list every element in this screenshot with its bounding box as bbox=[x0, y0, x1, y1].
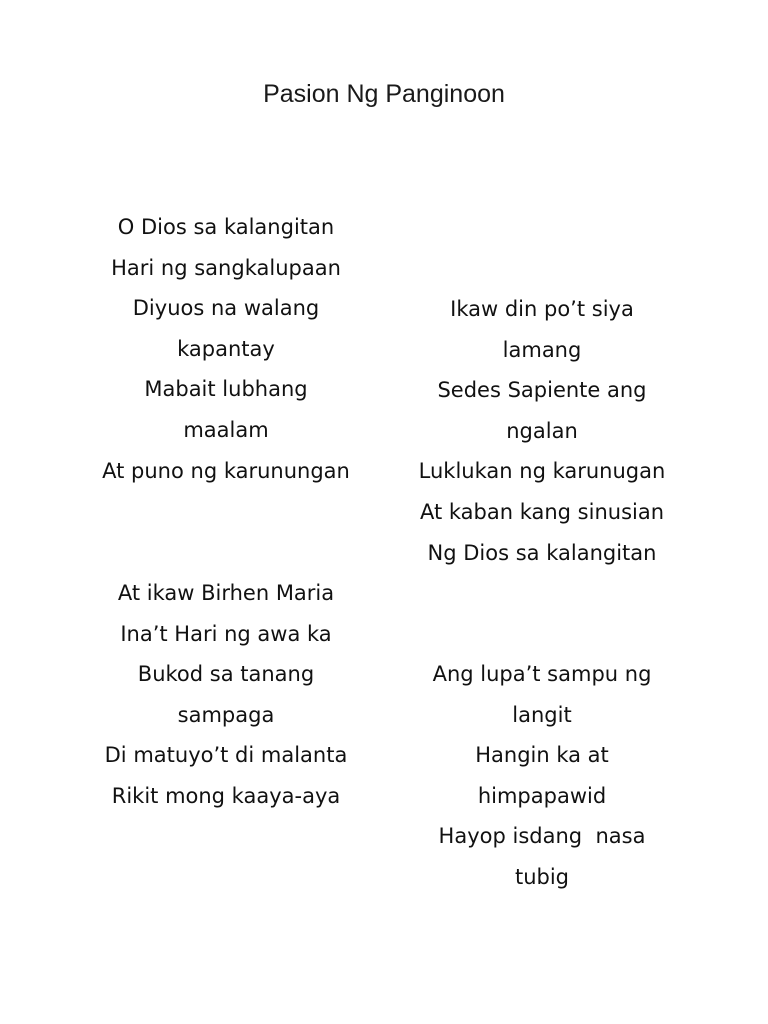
verse-line: At ikaw Birhen Maria bbox=[117, 581, 335, 605]
verse-line: Hari ng sangkalupaan bbox=[111, 255, 341, 280]
verse-line: ngalan bbox=[506, 418, 578, 443]
verse-line: tubig bbox=[514, 864, 570, 889]
right-stanza-2 bbox=[392, 654, 692, 898]
verse-line: At puno ng karunungan bbox=[102, 458, 350, 483]
verse-line: Ina’t Hari ng awa ka bbox=[120, 621, 332, 646]
verse-line: maalam bbox=[183, 417, 269, 442]
verse-line: kapantay bbox=[177, 336, 275, 361]
page-title: Pasion Ng Panginoon bbox=[263, 80, 505, 108]
verse-line: Di matuyo’t di malanta bbox=[104, 743, 348, 768]
left-stanza-1 bbox=[76, 207, 376, 491]
verse-line: Ang lupa’t sampu ng bbox=[432, 662, 652, 686]
verse-line: Bukod sa tanang bbox=[137, 662, 315, 687]
verse-line: Diyuos na walang bbox=[132, 296, 320, 321]
verse-line: Hayop isdang nasa bbox=[438, 824, 646, 849]
verse-line: Sedes Sapiente ang bbox=[437, 378, 647, 403]
verse-line: Ng Dios sa kalangitan bbox=[427, 540, 657, 565]
verse-line: himpapawid bbox=[477, 783, 607, 808]
verse-line: Hangin ka at bbox=[475, 743, 609, 768]
verse-line: Mabait lubhang bbox=[144, 377, 308, 402]
verse-line: Ikaw din po’t siya bbox=[450, 297, 634, 321]
right-stanza-1 bbox=[392, 289, 692, 573]
verse-line: sampaga bbox=[177, 702, 275, 727]
verse-line: At kaban kang sinusian bbox=[419, 499, 665, 524]
verse-line: lamang bbox=[502, 337, 582, 362]
verse-line: langit bbox=[512, 702, 572, 727]
left-stanza-2 bbox=[76, 573, 376, 817]
verse-line: Luklukan ng karunugan bbox=[418, 459, 666, 484]
verse-line: Rikit mong kaaya-aya bbox=[111, 783, 341, 808]
verse-line: O Dios sa kalangitan bbox=[117, 215, 335, 239]
